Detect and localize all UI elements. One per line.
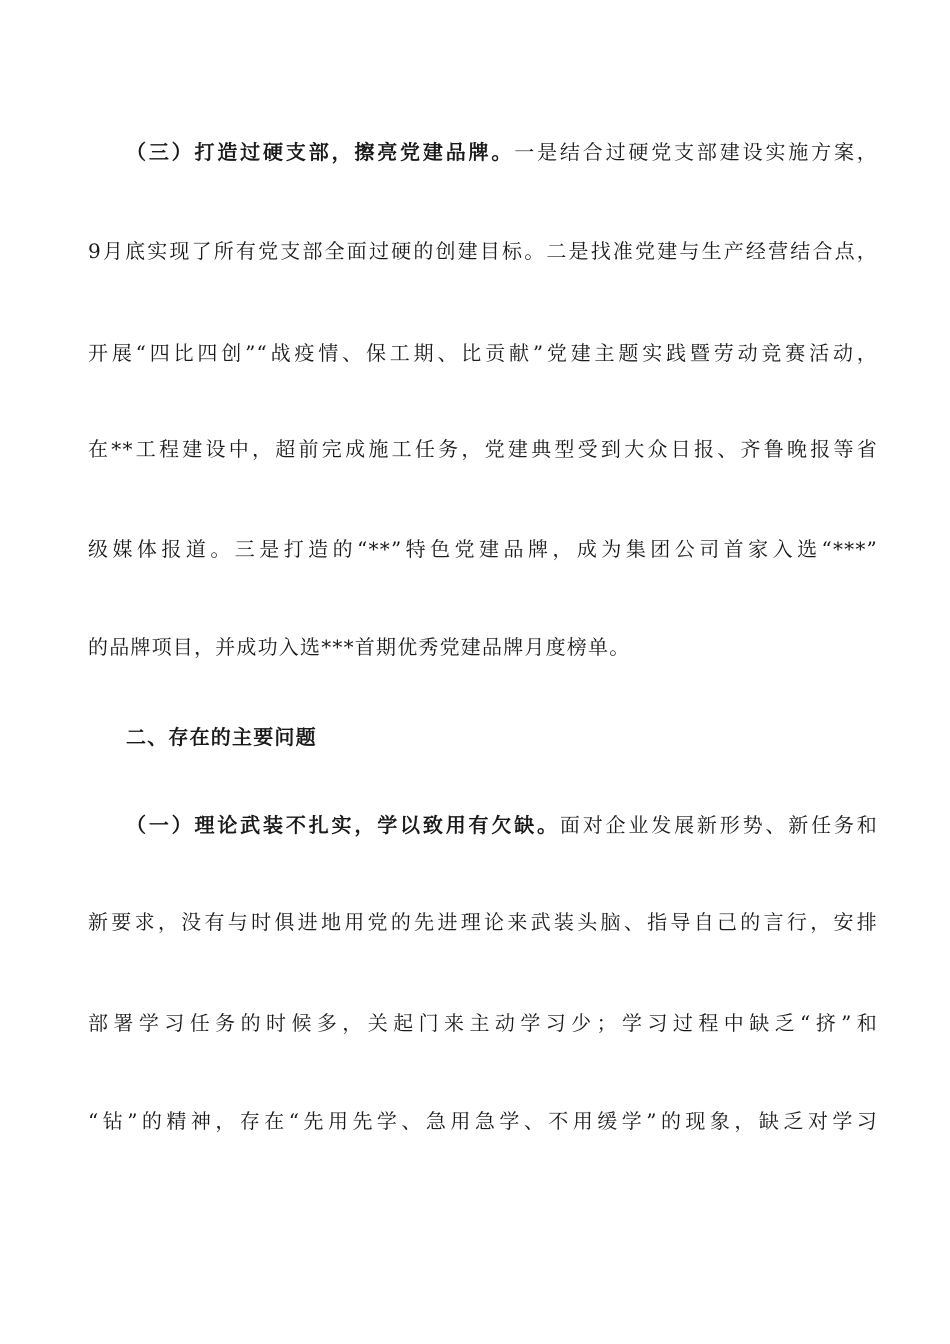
paragraph-2-line-3: 部署学习任务的时候多，关起门来主动学习少；学习过程中缺乏“挤”和 bbox=[88, 1011, 878, 1035]
paragraph-2-heading: （一）理论武装不扎实，学以致用有欠缺。 bbox=[126, 813, 560, 837]
paragraph-2-line-4: “钻”的精神，存在“先用先学、急用急学、不用缓学”的现象，缺乏对学习 bbox=[88, 1109, 878, 1133]
paragraph-2-text: 面对企业发展新形势、新任务和 bbox=[559, 813, 878, 837]
paragraph-1-line-4: 在**工程建设中，超前完成施工任务，党建典型受到大众日报、齐鲁晚报等省 bbox=[88, 437, 878, 461]
paragraph-1-line-6: 的品牌项目，并成功入选***首期优秀党建品牌月度榜单。 bbox=[88, 635, 631, 659]
paragraph-1-line-5: 级媒体报道。三是打造的“**”特色党建品牌，成为集团公司首家入选“***” bbox=[88, 537, 878, 561]
paragraph-1-heading: （三）打造过硬支部，擦亮党建品牌。 bbox=[126, 140, 515, 164]
paragraph-1-line-2: 9月底实现了所有党支部全面过硬的创建目标。二是找准党建与生产经营结合点， bbox=[88, 239, 878, 263]
paragraph-1-line-1 bbox=[126, 137, 878, 167]
section-heading: 二、存在的主要问题 bbox=[126, 725, 317, 749]
paragraph-2-line-1 bbox=[126, 810, 878, 840]
paragraph-1-text: 一是结合过硬党支部建设实施方案， bbox=[514, 140, 878, 164]
paragraph-2-line-2: 新要求，没有与时俱进地用党的先进理论来武装头脑、指导自己的言行，安排 bbox=[88, 910, 878, 934]
paragraph-1-line-3: 开展“四比四创”“战疫情、保工期、比贡献”党建主题实践暨劳动竞赛活动， bbox=[88, 341, 878, 365]
